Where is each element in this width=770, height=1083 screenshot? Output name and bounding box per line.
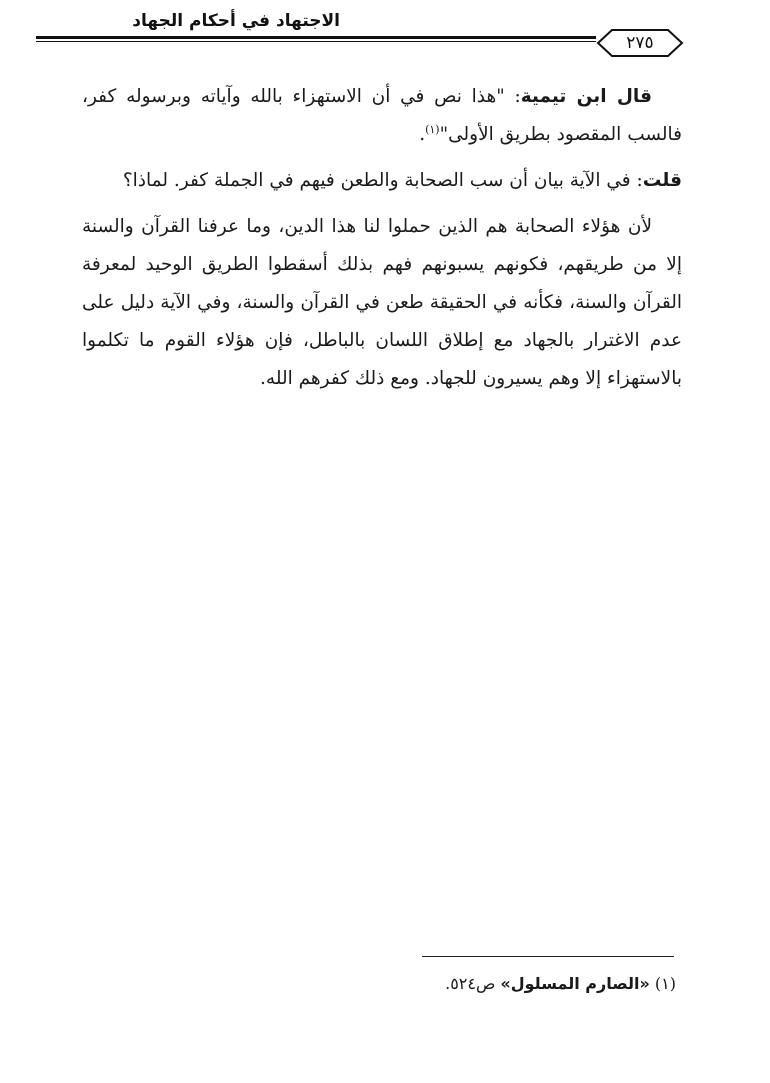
explanation-text: لأن هؤلاء الصحابة هم الذين حملوا لنا هذا الدين، وما عرفنا القرآن والسنة إلا من طريقهم، فكونهم يسبونهم فهم بذلك أسقطوا الطريق الوحيد لمعرفة القرآن والسنة، فكأنه في الحقيقة طعن في القرآن والسنة، وفي الآية دليل على عدم الاغترار بالجهاد مع إطلاق اللسان بالباطل، فإن هؤلاء القوم ما تكلموا بالاستهزاء إلا وهم يسيرون للجهاد. ومع ذلك كفرهم الله. (82, 216, 682, 389)
comment-text: : في الآية بيان أن سب الصحابة والطعن فيهم في الجملة كفر. لماذا؟ (122, 170, 643, 191)
main-text (82, 78, 682, 406)
quote-lead: قال ابن تيمية (520, 86, 652, 107)
footnote-number: (١) (654, 974, 676, 993)
quote-end: . (419, 124, 426, 145)
running-header-title: الاجتهاد في أحكام الجهاد (132, 11, 340, 31)
header-rule (36, 36, 596, 39)
page-number-badge (596, 27, 684, 59)
footnote-separator (422, 956, 674, 957)
footnote-reference: (١) (425, 122, 440, 136)
page-number: ٢٧٥ (626, 33, 654, 53)
quote-text: : "هذا نص في أن الاستهزاء بالله وآياته وبرسوله كفر، فالسب المقصود بطريق الأولى" (82, 86, 682, 145)
footnote (360, 974, 676, 993)
paragraph-comment (82, 162, 682, 200)
header-rule-thin (36, 41, 596, 42)
footnote-source-title: «الصارم المسلول» (500, 974, 650, 993)
paragraph-quote (82, 78, 682, 154)
comment-lead: قلت (642, 170, 682, 191)
footnote-page-ref: ص٥٢٤. (445, 974, 496, 993)
paragraph-explanation (82, 208, 682, 398)
